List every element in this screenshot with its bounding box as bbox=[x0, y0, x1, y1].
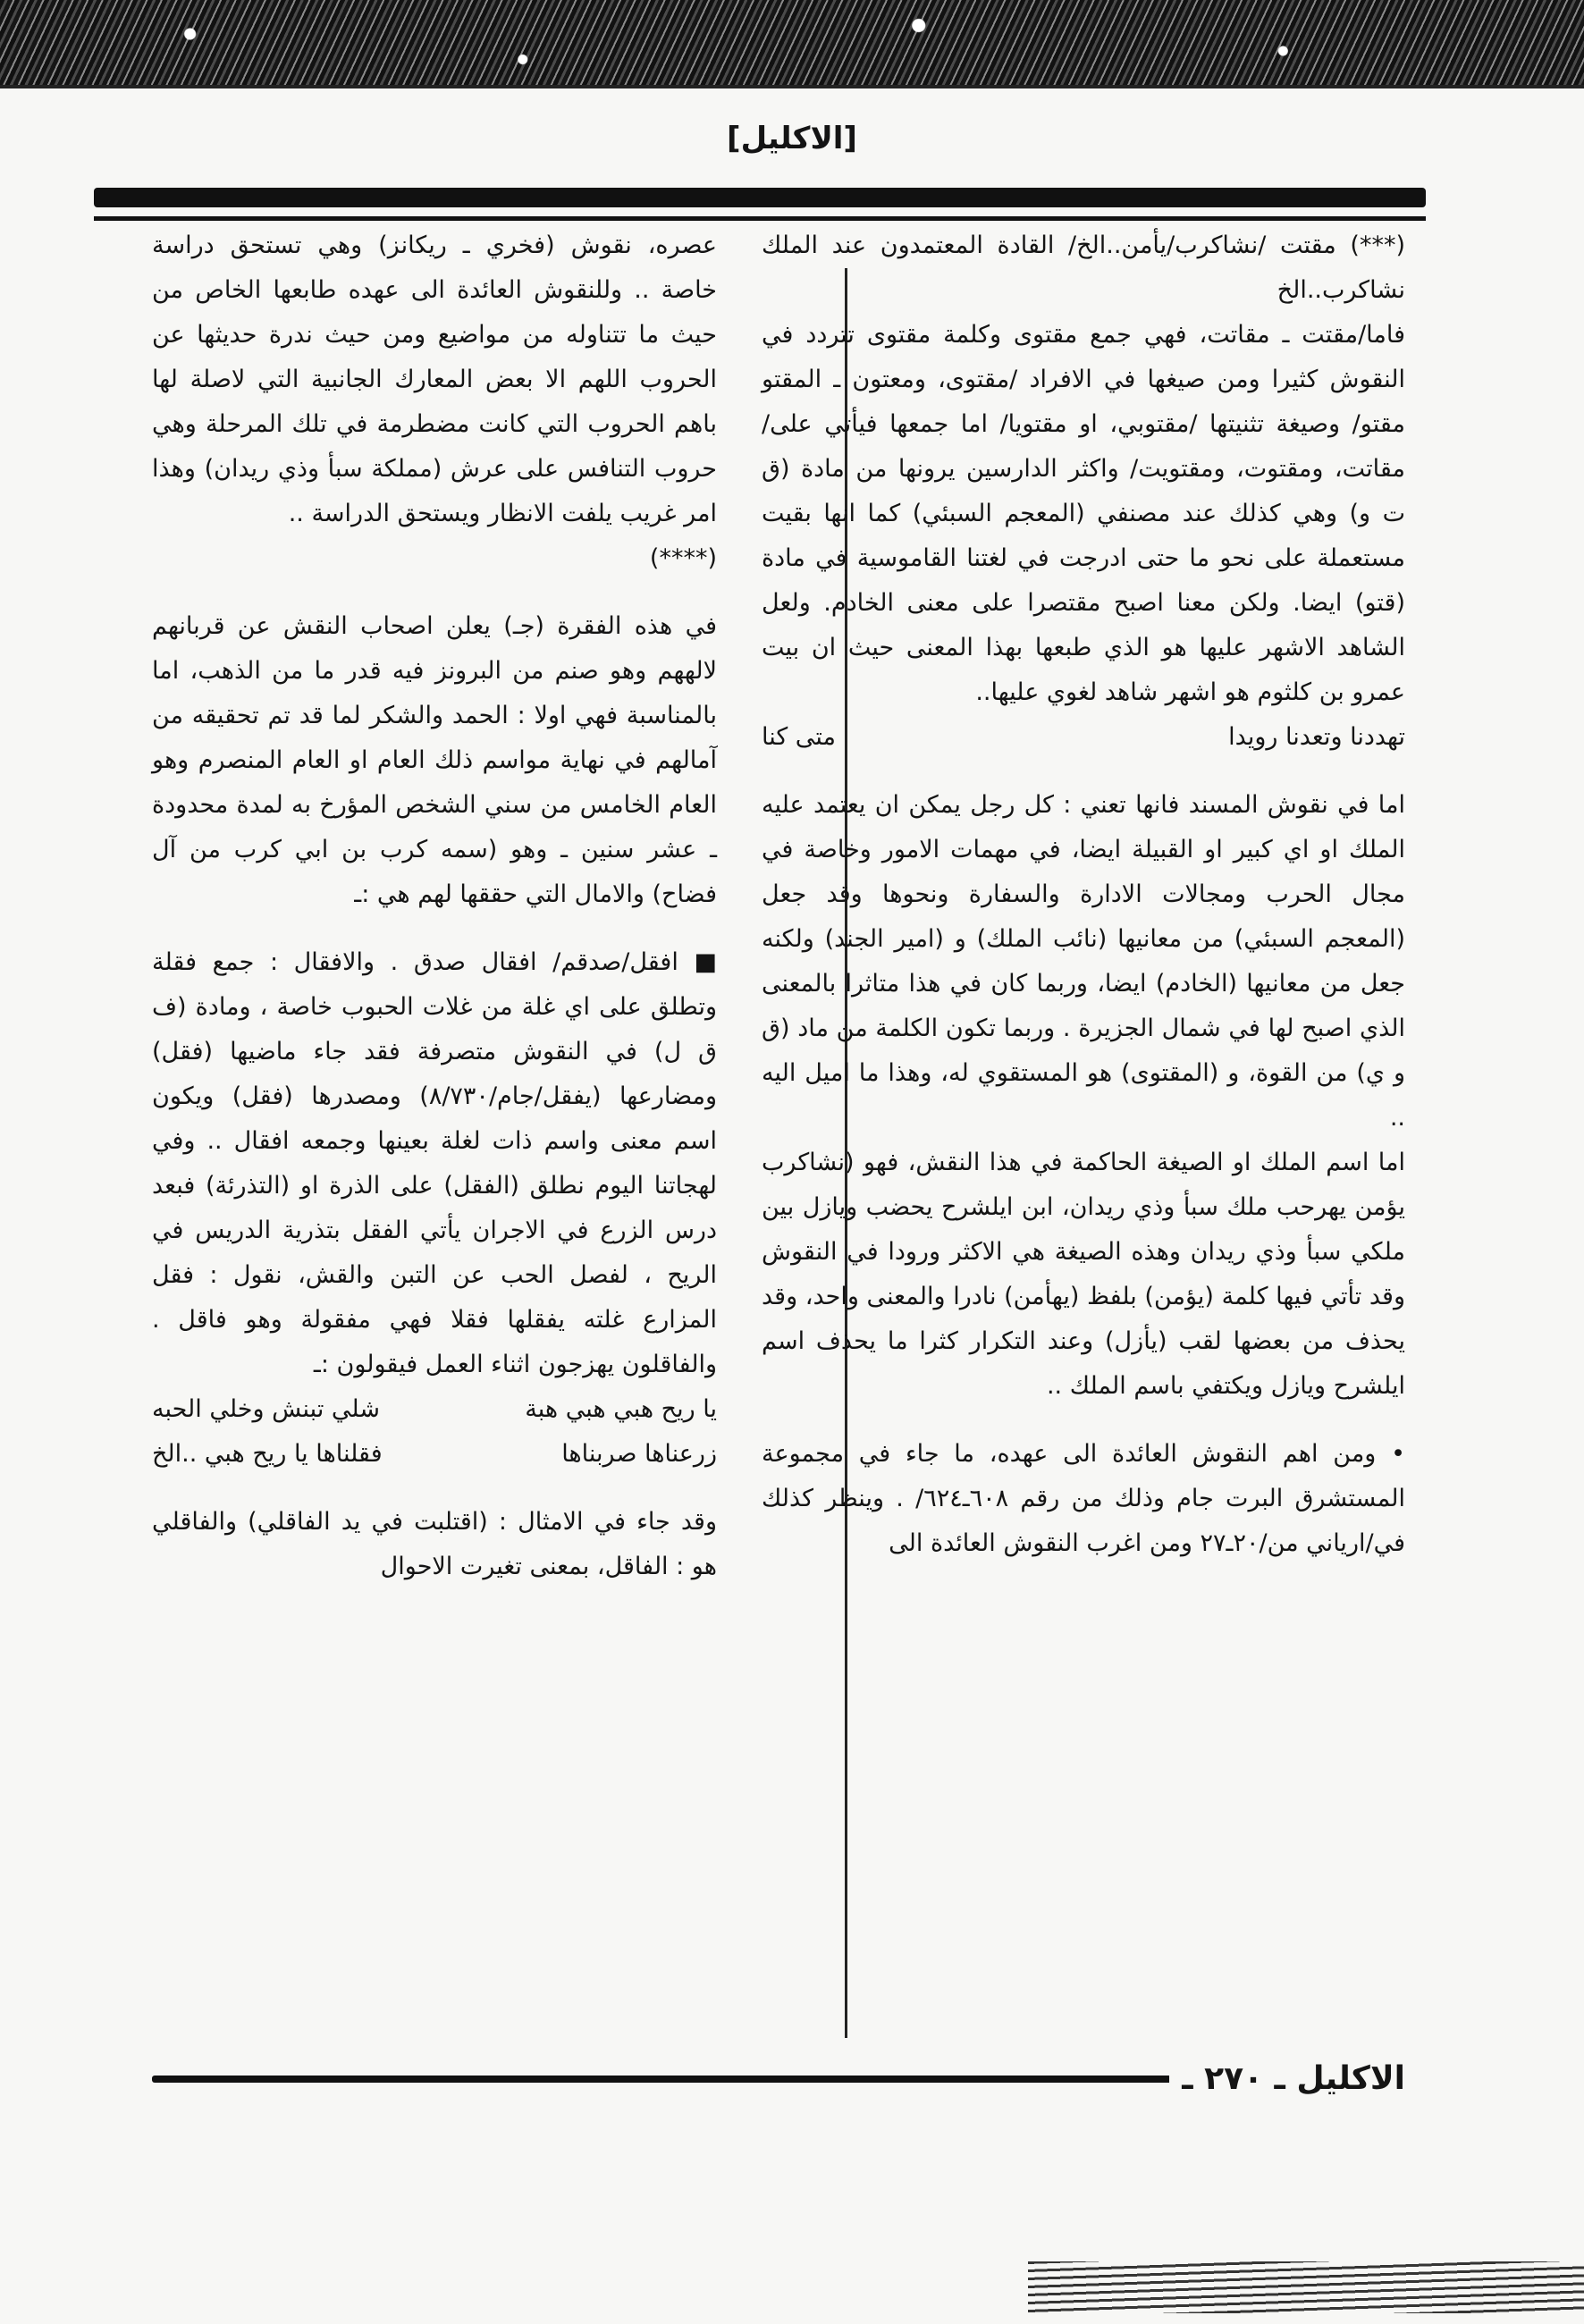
scan-edge-top bbox=[0, 0, 1584, 88]
paragraph-offering: في هذه الفقرة (جـ) يعلن اصحاب النقش عن قربانهم لالههم وهو صنم من البرونز فيه قدر ما من الذهب، اما بالمناسبة فهي اولا : الحمد والشكر لما قد تم تحقيقه من آمالهم في نهاية مواسم ذلك العام او العام المنصرم وهو العام الخامس من سني الشخص المؤرخ به لمدة محدودة ـ عشر سنين ـ وهو (سمه كرب بن ابي كرب من آل فضاح) والامال التي حققها لهم هي :ـ bbox=[152, 612, 717, 908]
song-line-1 bbox=[152, 1387, 717, 1432]
left-column bbox=[152, 223, 717, 1589]
paragraph-musnad-meaning: اما في نقوش المسند فانها تعني : كل رجل يمكن ان يعتمد عليه الملك او اي كبير او القبيلة ايضا، في مهمات الامور وخاصة في مجال الحرب ومجالات الادارة والسفارة ونحوها وقد جعل (المعجم السبئي) من معانيها (نائب الملك) و (امير الجند) ولكنه جعل من معانيها (الخادم) ايضا، وربما كان في هذا متاثرا بالمعنى الذي اصبح لها في شمال الجزيرة . وربما تكون الكلمة من ماد (ق و ي) من القوة، و (المقتوى) هو المستقوي له، وهذا ما اميل اليه .. bbox=[762, 791, 1405, 1132]
page-footer: الاكليل ـ ٢٧٠ ـ bbox=[1169, 2060, 1405, 2097]
verse-second-hemistich: متى كنا bbox=[762, 723, 836, 751]
spacer bbox=[762, 1409, 1405, 1432]
spacer bbox=[152, 1477, 717, 1500]
right-column bbox=[762, 223, 1405, 1566]
paragraph-inscriptions: • ومن اهم النقوش العائدة الى عهده، ما جاء في مجموعة المستشرق البرت جام وذلك من رقم ٦٠٨ـ٦٢٤/ . وينظر كذلك في/ارياني من/٢٠ـ٢٧ ومن اغرب النقوش العائدة الى bbox=[762, 1440, 1405, 1557]
verse-first-hemistich: تهددنا وتعدنا رويدا bbox=[1228, 723, 1405, 751]
paragraph-era-inscriptions: عصره، نقوش (فخري ـ ريكانز) وهي تستحق دراسة خاصة .. وللنقوش العائدة الى عهده طابعها الخاص من حيث ما تتناوله من مواضيع ومن حيث ندرة حديثها عن الحروب اللهم الا بعض المعارك الجانبية التي لاصلة لها باهم الحروب التي كانت مضطرمة في تلك المرحلة وهي حروب التنافس على عرش (مملكة سبأ وذي ريدان) وهذا امر غريب يلفت الانظار ويستحق الدراسة .. bbox=[152, 232, 717, 527]
verse-line bbox=[762, 715, 1405, 760]
paragraph-afqal: ■ افقل/صدقم/ افقال صدق . والافقال : جمع فقلة وتطلق على اي غلة من غلات الحبوب خاصة ، ومادة (ف ق ل) في النقوش متصرفة فقد جاء ماضيها (فقل) ومضارعها (يفقل/جام/٨/٧٣٠) ومصدرها (فقل) ويكون اسم معنى واسم ذات لغلة بعينها وجمعه افقال .. وفي لهجاتنا اليوم نطلق (الفقل) على الذرة او (التذرئة) فبعد درس الزرع في الاجران يأتي الفقل بتذرية الدريس في الريح ، لفصل الحب عن التبن والقش، نقول : فقل المزارع غلته يفقلها فقلا فهي مفقولة وهو فاقل . والفاقلون يهزجون اثناء العمل فيقولون :ـ bbox=[152, 948, 717, 1378]
footnote-marker: (****) bbox=[649, 544, 717, 572]
spacer bbox=[152, 581, 717, 604]
song-line-2-a: زرعناها صربناها bbox=[561, 1440, 717, 1468]
scan-edge-bottom bbox=[1028, 2261, 1584, 2313]
paragraph-king-name: اما اسم الملك او الصيغة الحاكمة في هذا النقش، فهو (نشاكرب يؤمن يهرحب ملك سبأ وذي ريدان، ابن ايلشرح يحضب ويازل بين ملكي سبأ وذي ريدان وهذه الصيغة هي الاكثر ورودا في النقوش وقد تأتي فيها كلمة (يؤمن) بلفظ (يهأمن) نادرا والمعنى واحد، وقد يحذف من بعضها لقب (يأزل) وعند التكرار كثرا ما يحذف اسم ايلشرح ويازل ويكتفي باسم الملك .. bbox=[762, 1149, 1405, 1400]
paragraph-mqtt-definition: (***) مقتت /نشاكرب/يأمن..الخ/ القادة المعتمدون عند الملك نشاكرب..الخ فاما/مقتت ـ مقاتت، فهي جمع مقتوى وكلمة مقتوى تتردد في النقوش كثيرا ومن صيغها في الافراد /مقتوى، ومعتون ـ المقتو مقتو/ وصيغة تثنيتها /مقتوبي، او مقتويا/ اما جمعها فيأتي على/مقاتت، ومقتوت، ومقتويت/ واكثر الدارسين يرونها من مادة (ق ت و) وهي كذلك عند مصنفي (المعجم السبئي) كما انها بقيت مستعملة على نحو ما حتى ادرجت في لغتنا القاموسية في مادة (قتو) ايضا. ولكن معنا اصبح مقتصرا على معنى الخادم. ولعل الشاهد الاشهر عليها هو الذي طبعها بهذا المعنى حيث ان بيت عمرو بن كلثوم هو اشهر شاهد لغوي عليها.. bbox=[762, 232, 1405, 706]
paragraph-proverb: وقد جاء في الامثال : (اقتلبت في يد الفاقلي) والفاقلي هو : الفاقل، بمعنى تغيرت الاحوال bbox=[152, 1508, 717, 1580]
spacer bbox=[762, 760, 1405, 783]
song-line-1-a: يا ريح هبي هبي هبة bbox=[525, 1395, 717, 1423]
song-line-2-b: فقلناها يا ريح هبي ..الخ bbox=[152, 1440, 383, 1468]
header-thick-rule bbox=[94, 188, 1426, 207]
song-line-1-b: شلي تبنش وخلي الحبه bbox=[152, 1395, 380, 1423]
running-head: [الاكليل] bbox=[727, 121, 857, 156]
header-thin-rule bbox=[94, 216, 1426, 221]
spacer bbox=[152, 917, 717, 940]
song-line-2 bbox=[152, 1432, 717, 1477]
